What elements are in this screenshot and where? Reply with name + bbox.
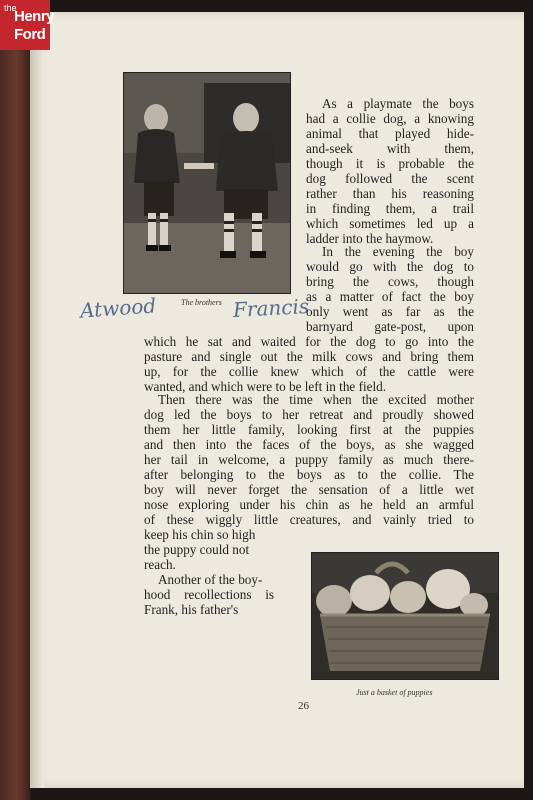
text-line: Then there was the time when the excited mother bbox=[158, 392, 474, 407]
text-line: ladder into the haymow. bbox=[306, 231, 434, 246]
text-line: As a playmate the boys bbox=[322, 96, 474, 111]
text-line: which sometimes led up a bbox=[306, 216, 474, 231]
text-line: in finding them, a trail bbox=[306, 201, 474, 216]
puppies-photo bbox=[311, 552, 499, 680]
text-line: pasture and single out the milk cows and bring them bbox=[144, 349, 474, 364]
book-spine-edge bbox=[0, 0, 30, 800]
text-line: In the evening the boy bbox=[322, 244, 474, 259]
text-line: only went as far as the bbox=[306, 304, 474, 319]
text-line: keep his chin so high bbox=[144, 527, 256, 542]
text-line: Another of the boy- bbox=[158, 572, 263, 587]
text-line: them her little family, looking first at the puppies bbox=[144, 422, 474, 437]
text-line: the puppy could not bbox=[144, 542, 250, 557]
text-line: though it is probable the bbox=[306, 156, 474, 171]
page-binding-shadow bbox=[30, 12, 44, 788]
text-line: Frank, his father's bbox=[144, 602, 239, 617]
text-line: which he sat and waited for the dog to go into the bbox=[144, 334, 474, 349]
text-line: bring the cows, though bbox=[306, 274, 474, 289]
text-line: rather than his reasoning bbox=[306, 186, 474, 201]
handwritten-francis: Francis bbox=[232, 294, 310, 322]
text-line: her tail in welcome, a puppy family as much there- bbox=[144, 452, 474, 467]
text-line: up, for the collie knew which of the cattle were bbox=[144, 364, 474, 379]
text-line: reach. bbox=[144, 557, 176, 572]
logo-henry: Henry bbox=[14, 8, 55, 25]
text-line: barnyard gate-post, upon bbox=[306, 319, 474, 334]
text-line: dog led the boys to her retreat and proudly showed bbox=[144, 407, 474, 422]
brothers-photo bbox=[123, 72, 291, 294]
text-line: dog followed the scent bbox=[306, 171, 474, 186]
text-line: of these wiggly little creatures, and vainly tried to bbox=[144, 512, 474, 527]
text-line: and then into the faces of the boys, as she wagged bbox=[144, 437, 474, 452]
brothers-caption: The brothers bbox=[181, 298, 222, 307]
text-line: as a matter of fact the boy bbox=[306, 289, 474, 304]
logo-ford: Ford bbox=[14, 26, 46, 43]
page-number: 26 bbox=[298, 700, 309, 712]
text-line: would go with the dog to bbox=[306, 259, 474, 274]
henry-ford-logo[interactable] bbox=[0, 0, 55, 50]
logo-the: the bbox=[4, 3, 17, 13]
text-line: had a collie dog, a knowing bbox=[306, 111, 474, 126]
text-line: and-seek with them, bbox=[306, 141, 474, 156]
text-line: wanted, and which were to be left in the field. bbox=[144, 379, 387, 394]
text-line: boy will never forget the sensation of a little wet bbox=[144, 482, 474, 497]
puppies-caption: Just a basket of puppies bbox=[356, 688, 433, 697]
text-line: nose exploring under his chin as he held an armful bbox=[144, 497, 474, 512]
handwritten-atwood: Atwood bbox=[79, 293, 157, 323]
text-line: after belonging to the boys as to the collie. The bbox=[144, 467, 474, 482]
text-line: animal that played hide- bbox=[306, 126, 474, 141]
text-line: hood recollections is bbox=[144, 587, 274, 602]
